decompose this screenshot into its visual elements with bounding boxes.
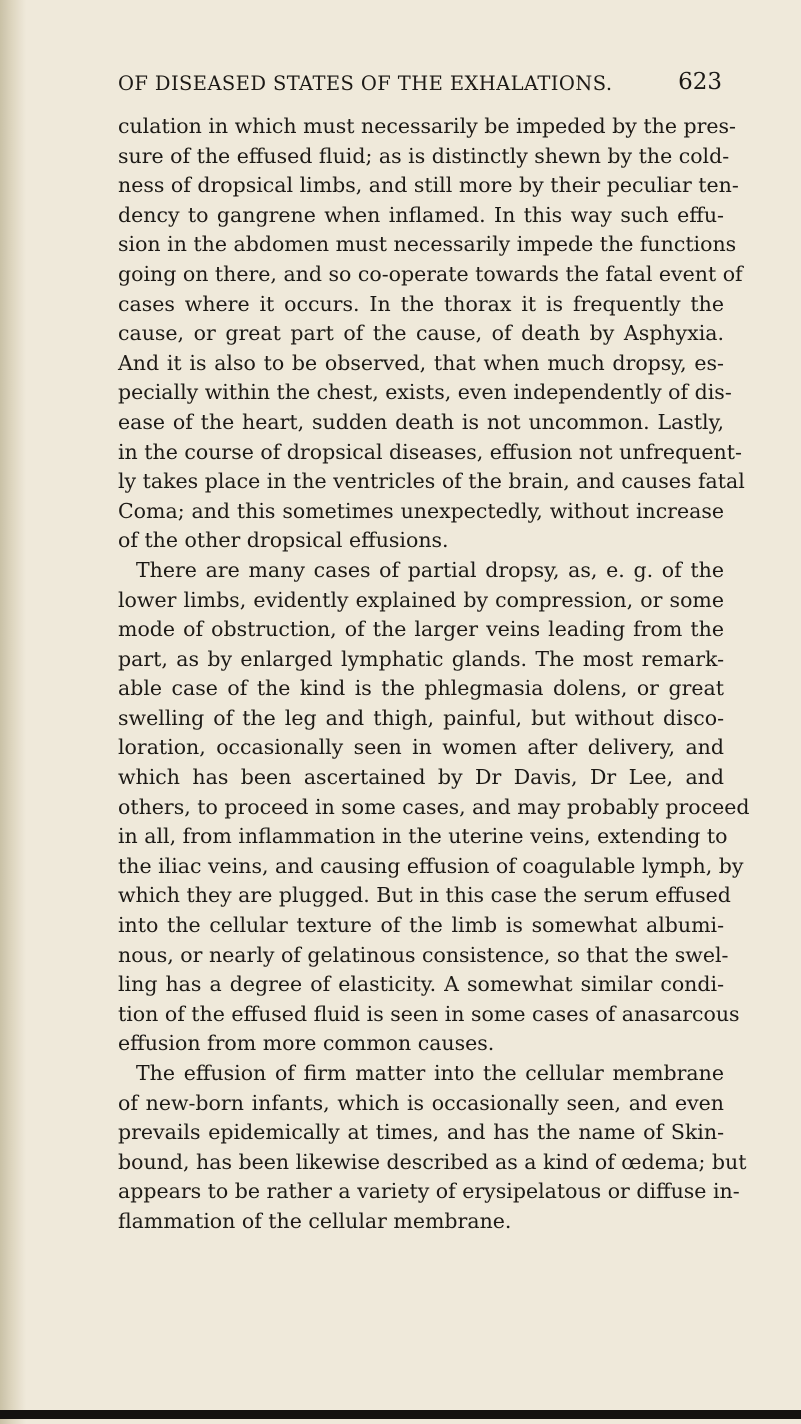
text-line: part, as by enlarged lymphatic glands. The most remark- — [118, 646, 724, 671]
text-line: cause, or great part of the cause, of death by Asphyxia. — [118, 321, 724, 346]
text-line: ly takes place in the ventricles of the brain, and causes fatal — [118, 469, 745, 494]
text-line: ling has a degree of elasticity. A somewhat similar condi- — [118, 972, 724, 997]
text-line: cases where it occurs. In the thorax it is frequently the — [118, 291, 724, 316]
text-line: effusion from more common causes. — [118, 1031, 495, 1056]
text-line: pecially within the chest, exists, even independently of dis- — [118, 380, 732, 405]
text-line: tion of the effused fluid is seen in some cases of anasarcous — [118, 1001, 740, 1026]
text-line: in the course of dropsical diseases, effusion not unfrequent- — [118, 439, 742, 464]
text-line: sure of the effused fluid; as is distinctly shewn by the cold- — [118, 143, 730, 168]
page-number: 623 — [678, 69, 722, 95]
body-text — [118, 112, 750, 1237]
running-head: OF DISEASED STATES OF THE EXHALATIONS. — [118, 72, 613, 95]
text-line: swelling of the leg and thigh, painful, but without disco- — [118, 705, 724, 730]
text-line: lower limbs, evidently explained by compression, or some — [118, 587, 724, 612]
text-line: which they are plugged. But in this case the serum effused — [118, 883, 731, 908]
text-line: culation in which must necessarily be impeded by the pres- — [118, 114, 736, 138]
text-line: of new-born infants, which is occasionally seen, and even — [118, 1090, 724, 1115]
page-header — [118, 69, 722, 102]
text-line: in all, from inflammation in the uterine veins, extending to — [118, 824, 728, 849]
text-line: going on there, and so co-operate towards the fatal event of — [118, 261, 743, 286]
text-line: which has been ascertained by Dr Davis, Dr Lee, and — [118, 765, 724, 790]
text-line: the iliac veins, and causing effusion of coagulable lymph, by — [118, 853, 744, 878]
text-line: mode of obstruction, of the larger veins leading from the — [118, 617, 724, 642]
text-line: others, to proceed in some cases, and may probably proceed — [118, 794, 750, 819]
text-line: appears to be rather a variety of erysipelatous or diffuse in- — [118, 1179, 740, 1204]
text-line: dency to gangrene when inflamed. In this way such effu- — [118, 202, 724, 227]
page-edge-shadow — [0, 0, 26, 1424]
text-line: able case of the kind is the phlegmasia dolens, or great — [118, 676, 724, 701]
text-line: flammation of the cellular membrane. — [118, 1208, 512, 1233]
text-line: The effusion of firm matter into the cellular membrane — [136, 1061, 724, 1085]
bottom-edge-rule — [0, 1410, 801, 1419]
text-line: bound, has been likewise described as a kind of œdema; but — [118, 1149, 747, 1174]
text-line: nous, or nearly of gelatinous consistence, so that the swel- — [118, 942, 729, 967]
text-line: of the other dropsical effusions. — [118, 528, 449, 553]
text-line: loration, occasionally seen in women after delivery, and — [118, 735, 724, 760]
text-line: Coma; and this sometimes unexpectedly, without increase — [118, 498, 724, 523]
text-line: sion in the abdomen must necessarily impede the functions — [118, 232, 737, 257]
text-line: ease of the heart, sudden death is not uncommon. Lastly, — [118, 409, 724, 434]
text-line: into the cellular texture of the limb is somewhat albumi- — [118, 913, 724, 938]
text-line: ness of dropsical limbs, and still more by their peculiar ten- — [118, 173, 739, 198]
text-line: There are many cases of partial dropsy, as, e. g. of the — [136, 557, 724, 582]
text-line: prevails epidemically at times, and has the name of Skin- — [118, 1120, 724, 1145]
text-line: And it is also to be observed, that when much dropsy, es- — [118, 350, 724, 375]
